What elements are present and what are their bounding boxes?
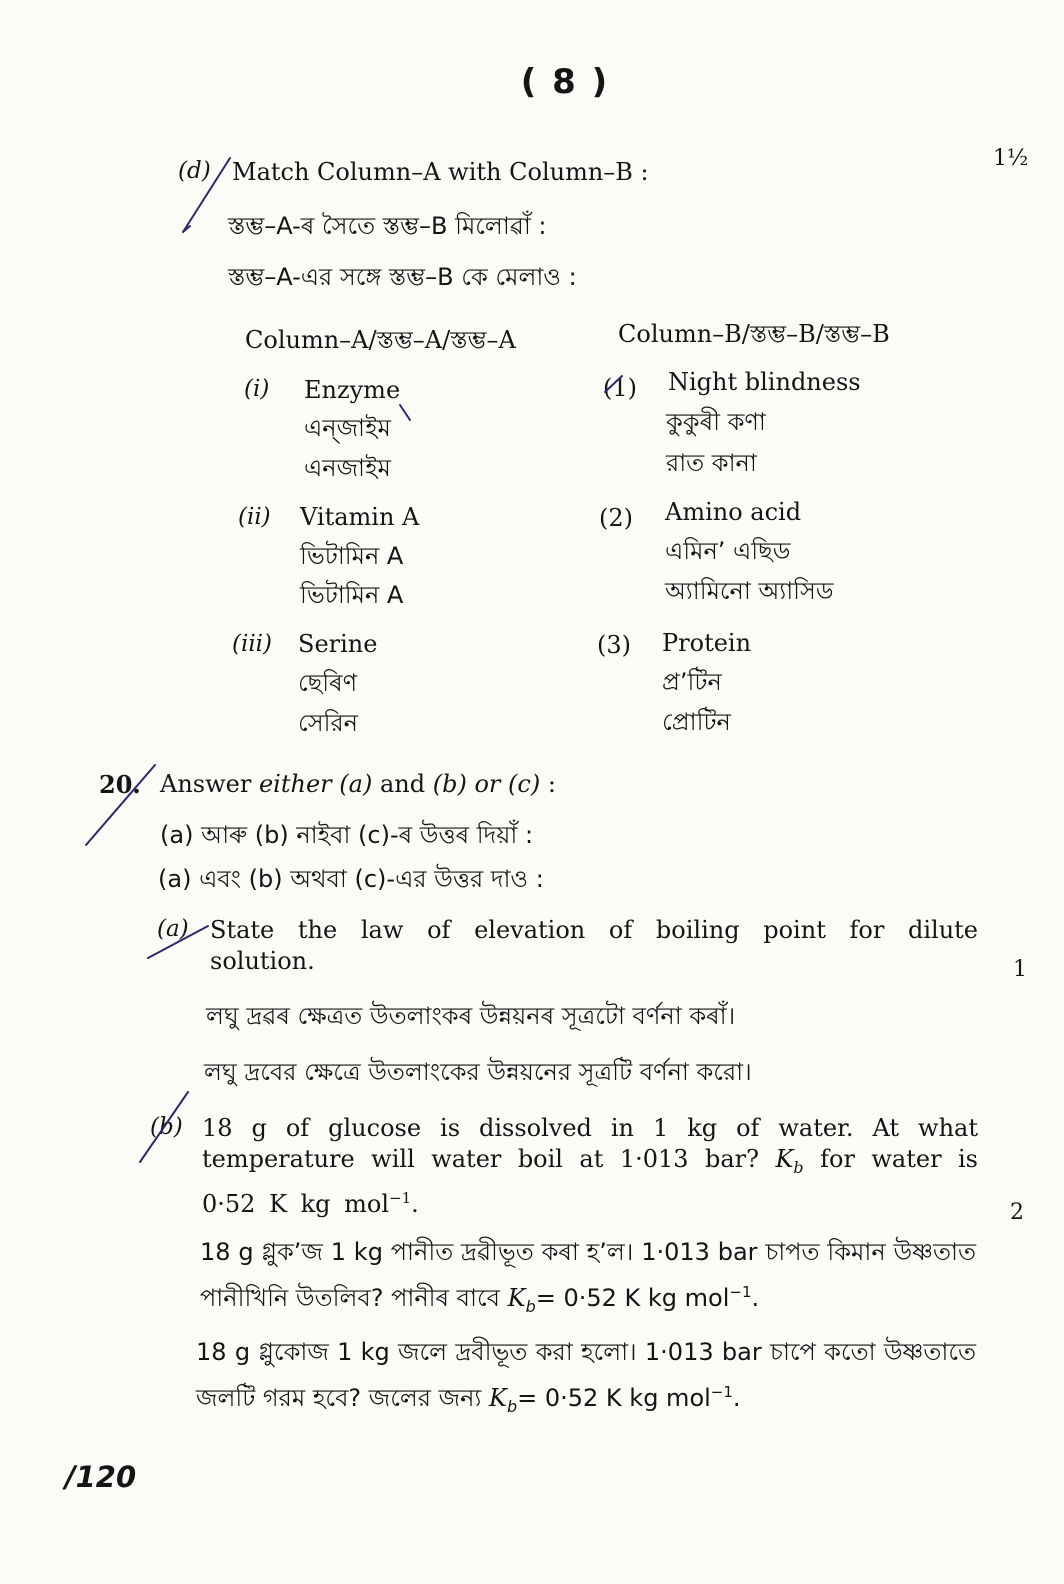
marks-part-a: 1 <box>1013 957 1027 982</box>
col-b-item-en: Protein <box>662 629 752 657</box>
col-b-item-num: (3) <box>597 631 631 659</box>
col-b-item-bn: রাত কানা <box>666 449 757 477</box>
part-b-question-as: 18 g গ্লুক’জ 1 kg পানীত দ্ৰৱীভূত কৰা হ’ল। 1·013 bar চাপত কিমান উষ্ণতাত পানীখিনি উতলিব? পানীৰ বাবে $K_b= 0\cdot 52$ K kg mol$^{-1}$. <box>200 1238 976 1316</box>
col-b-item-as: প্ৰ’টিন <box>662 668 722 696</box>
part-a-question-en: State the law of elevation of boiling point for dilute solution. <box>210 916 978 975</box>
marks-d: 1½ <box>993 146 1029 171</box>
part-b-question-en: 18 g of glucose is dissolved in 1 kg of water. At what temperature will water boil at 1·013 bar? $K_b$ for water is 0·52 K kg mol$^{-1}$. <box>202 1114 978 1218</box>
page-number: ( 8 ) <box>520 62 610 102</box>
col-b-item-as: এমিন’ এছিড <box>665 537 791 565</box>
match-instruction-bn: স্তম্ভ–A-এর সঙ্গে স্তম্ভ–B কে মেলাও : <box>228 263 577 291</box>
part-a-question-bn: লঘু দ্রবের ক্ষেত্রে উতলাংকের উন্নয়নের সূত্রটি বর্ণনা করো। <box>204 1058 752 1086</box>
q20-instruction-bn: (a) এবং (b) অথবা (c)-এর উত্তর দাও : <box>158 865 544 893</box>
col-a-item-as: এন্‌জাইম <box>304 414 391 442</box>
col-a-item-en: Enzyme <box>304 376 401 404</box>
col-b-item-en: Night blindness <box>668 368 861 396</box>
col-b-item-num: (1) <box>603 374 637 402</box>
col-a-item-bn: এনজাইম <box>304 454 391 482</box>
col-b-item-bn: অ্যামিনো অ্যাসিড <box>665 577 834 605</box>
question-number: 20. <box>99 770 141 799</box>
match-instruction-en: Match Column–A with Column–B : <box>232 158 649 186</box>
part-a-question-as: লঘু দ্ৰৱৰ ক্ষেত্ৰত উতলাংকৰ উন্নয়নৰ সূত্ৰটো বৰ্ণনা কৰাঁ। <box>206 1002 736 1030</box>
paper-code: /120 <box>65 1460 137 1494</box>
col-a-item-en: Serine <box>298 630 378 658</box>
col-a-item-num: (i) <box>244 376 270 402</box>
col-a-item-num: (ii) <box>238 504 271 530</box>
question-label-d: (d) <box>178 158 211 184</box>
col-a-item-bn: সেরিন <box>298 709 358 737</box>
col-a-item-as: ভিটামিন A <box>300 542 404 570</box>
marks-part-b: 2 <box>1010 1200 1024 1225</box>
column-a-header: Column–A/স্তম্ভ–A/স্তম্ভ–A <box>245 326 516 354</box>
q20-instruction-en: Answer either (a) and (b) or (c) : <box>160 770 556 798</box>
part-b-label: (b) <box>150 1114 183 1140</box>
col-b-item-en: Amino acid <box>665 498 802 526</box>
part-b-question-bn: 18 g গ্লুকোজ 1 kg জলে দ্রবীভূত করা হলো। 1·013 bar চাপে কতো উষ্ণতাতে জলটি গরম হবে? জলের জন্য $K_b= 0\cdot 52$ K kg mol$^{-1}$. <box>196 1338 976 1416</box>
match-instruction-as: স্তম্ভ–A-ৰ সৈতে স্তম্ভ–B মিলোৱাঁ : <box>228 212 547 240</box>
col-b-item-bn: প্রোটিন <box>662 708 731 736</box>
q20-instruction-as: (a) আৰু (b) নাইবা (c)-ৰ উত্তৰ দিয়াঁ : <box>160 821 534 849</box>
part-a-label: (a) <box>157 916 189 942</box>
column-b-header: Column–B/স্তম্ভ–B/স্তম্ভ–B <box>618 320 890 348</box>
col-a-item-as: ছেৰিণ <box>298 669 358 697</box>
col-b-item-as: কুকুৰী কণা <box>666 408 766 436</box>
col-a-item-en: Vitamin A <box>300 503 420 531</box>
col-a-item-num: (iii) <box>232 631 273 657</box>
col-a-item-bn: ভিটামিন A <box>300 581 404 609</box>
col-b-item-num: (2) <box>599 504 633 532</box>
